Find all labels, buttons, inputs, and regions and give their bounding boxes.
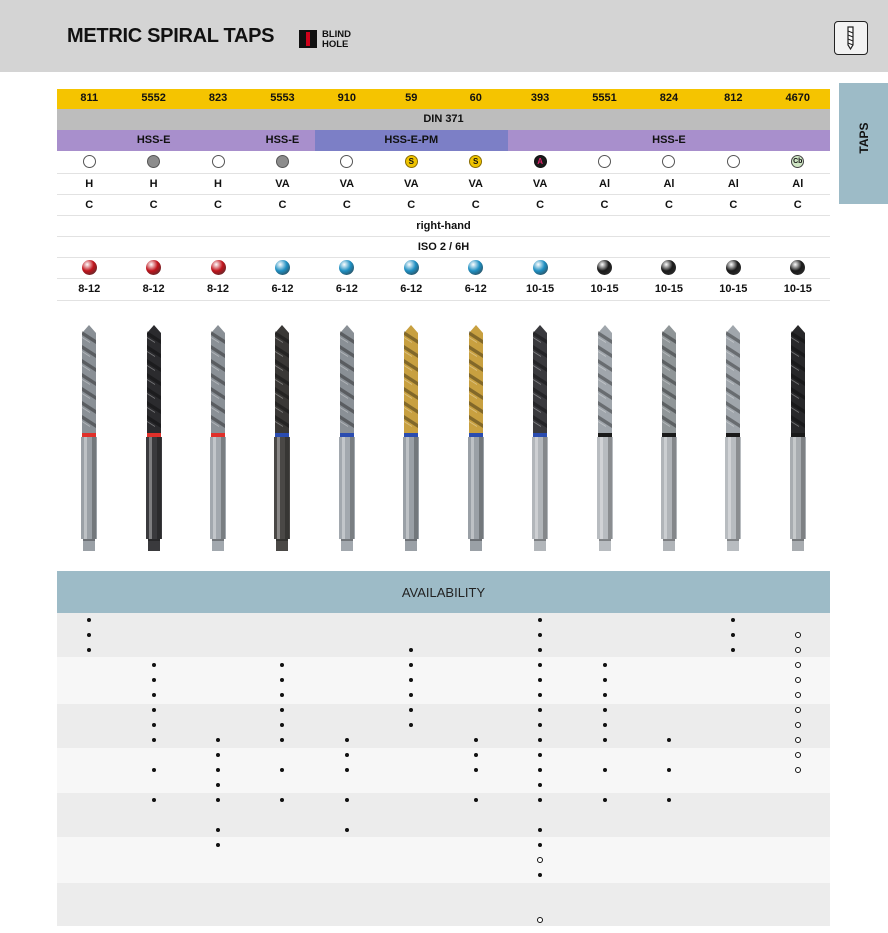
coating-icon (662, 155, 675, 168)
available-dot (474, 768, 478, 772)
availability-title: AVAILABILITY (401, 585, 486, 600)
chamfer-code: C (407, 199, 416, 211)
available-dot (216, 798, 220, 802)
helix-range: 10-15 (719, 283, 748, 295)
chamfer-code: C (793, 199, 802, 211)
available-dot (603, 693, 607, 697)
row-divider (57, 236, 830, 237)
tap-image (141, 325, 167, 551)
chamfer-code: C (85, 199, 94, 211)
application-code: Al (663, 178, 675, 190)
article-number: 5551 (592, 92, 617, 104)
on-request-ring (795, 707, 801, 713)
available-dot (603, 798, 607, 802)
available-dot (345, 768, 349, 772)
chamfer-code: C (278, 199, 287, 211)
colour-ring-ball (661, 260, 676, 275)
tap-icon (834, 21, 868, 55)
available-dot (345, 738, 349, 742)
chamfer-code: C (600, 199, 609, 211)
availability-header (57, 571, 830, 613)
material-label: HSS-E (136, 134, 171, 146)
tap-image (334, 325, 360, 551)
tap-image (269, 325, 295, 551)
row-divider (57, 257, 830, 258)
available-dot (216, 843, 220, 847)
coating-icon: S (405, 155, 418, 168)
tap-image (656, 325, 682, 551)
colour-ring-ball (211, 260, 226, 275)
article-number: 824 (659, 92, 679, 104)
available-dot (152, 798, 156, 802)
chamfer-code: C (471, 199, 480, 211)
helix-range: 10-15 (783, 283, 812, 295)
article-number: 910 (337, 92, 357, 104)
available-dot (667, 798, 671, 802)
helix-range: 6-12 (464, 283, 487, 295)
coating-icon: Cb (791, 155, 804, 168)
available-dot (603, 723, 607, 727)
helix-range: 6-12 (335, 283, 358, 295)
application-code: VA (532, 178, 548, 190)
available-dot (603, 738, 607, 742)
coating-icon (598, 155, 611, 168)
row-divider (57, 278, 830, 279)
helix-range: 6-12 (400, 283, 423, 295)
on-request-ring (795, 647, 801, 653)
article-number: 393 (530, 92, 550, 104)
chamfer-code: C (536, 199, 545, 211)
tap-image (398, 325, 424, 551)
on-request-ring (795, 752, 801, 758)
colour-ring-ball (146, 260, 161, 275)
application-code: VA (468, 178, 483, 190)
helix-range: 8-12 (207, 283, 230, 295)
article-number: 5552 (141, 92, 166, 104)
available-dot (474, 753, 478, 757)
colour-ring-ball (790, 260, 805, 275)
on-request-ring (795, 692, 801, 698)
coating-icon: S (469, 155, 482, 168)
on-request-ring (795, 632, 801, 638)
available-dot (603, 678, 607, 682)
availability-stripe (57, 793, 830, 837)
helix-range: 10-15 (590, 283, 619, 295)
coating-icon (727, 155, 740, 168)
article-number: 812 (724, 92, 743, 104)
chamfer-code: C (342, 199, 351, 211)
application-code: Al (599, 178, 611, 190)
application-code: H (214, 178, 222, 190)
available-dot (345, 753, 349, 757)
tap-image (527, 325, 553, 551)
material-label: HSS-E (652, 134, 686, 146)
colour-ring-ball (726, 260, 741, 275)
available-dot (152, 693, 156, 697)
chamfer-code: C (214, 199, 222, 211)
available-dot (474, 798, 478, 802)
coating-icon: A (534, 155, 547, 168)
tap-image (463, 325, 489, 551)
available-dot (152, 768, 156, 772)
on-request-ring (795, 662, 801, 668)
available-dot (474, 738, 478, 742)
material-label: HSS-E (265, 134, 300, 146)
available-dot (216, 768, 220, 772)
availability-stripe (57, 613, 830, 657)
article-number: 823 (208, 92, 228, 104)
application-code: VA (339, 178, 355, 190)
colour-ring-ball (339, 260, 354, 275)
on-request-ring (795, 767, 801, 773)
helix-range: 6-12 (271, 283, 294, 295)
availability-stripe (57, 748, 830, 793)
application-code: H (85, 178, 94, 190)
availability-stripe (57, 837, 830, 883)
available-dot (216, 828, 220, 832)
available-dot (152, 738, 156, 742)
material-label: HSS-E-PM (384, 134, 439, 146)
page-title: METRIC SPIRAL TAPS (67, 25, 275, 47)
on-request-ring (795, 722, 801, 728)
coating-icon (276, 155, 289, 168)
available-dot (667, 738, 671, 742)
helix-range: 10-15 (526, 283, 555, 295)
available-dot (152, 663, 156, 667)
helix-range: 8-12 (78, 283, 101, 295)
blind-hole-line2: HOLE (322, 38, 349, 50)
helix-range: 8-12 (142, 283, 165, 295)
section-tab-taps[interactable] (839, 83, 888, 204)
direction-label: right-hand (416, 220, 471, 232)
row-divider (57, 194, 830, 195)
tap-image (76, 325, 102, 551)
row-divider (57, 300, 830, 301)
helix-range: 10-15 (654, 283, 684, 295)
available-dot (603, 768, 607, 772)
available-dot (152, 678, 156, 682)
article-number: 60 (469, 92, 482, 104)
blind-hole-icon (299, 30, 317, 48)
application-code: VA (275, 178, 290, 190)
available-dot (345, 828, 349, 832)
colour-ring-ball (533, 260, 548, 275)
colour-ring-ball (275, 260, 290, 275)
available-dot (345, 798, 349, 802)
chamfer-code: C (149, 199, 158, 211)
available-dot (216, 783, 220, 787)
coating-icon (83, 155, 96, 168)
article-number: 5553 (270, 92, 295, 104)
blind-hole-line1: BLIND (322, 29, 352, 40)
chamfer-code: C (664, 199, 673, 211)
available-dot (603, 708, 607, 712)
on-request-ring (795, 737, 801, 743)
availability-stripe (57, 704, 830, 748)
article-number: 4670 (785, 92, 811, 104)
colour-ring-ball (597, 260, 612, 275)
row-divider (57, 173, 830, 174)
tap-image (785, 325, 811, 551)
tap-image (205, 325, 231, 551)
standard-label: DIN 371 (423, 113, 464, 125)
tolerance-class-label: ISO 2 / 6H (417, 241, 470, 253)
row-divider (57, 215, 830, 216)
blind-hole-label (322, 30, 351, 49)
application-code: VA (404, 178, 419, 190)
coating-icon (340, 155, 353, 168)
coating-icon (147, 155, 160, 168)
application-code: Al (792, 178, 804, 190)
coating-icon (212, 155, 225, 168)
available-dot (152, 708, 156, 712)
colour-ring-ball (82, 260, 97, 275)
tap-image (592, 325, 618, 551)
colour-ring-ball (404, 260, 419, 275)
tap-image (720, 325, 746, 551)
availability-stripe (57, 657, 830, 704)
application-code: Al (727, 178, 739, 190)
chamfer-code: C (729, 199, 738, 211)
available-dot (603, 663, 607, 667)
page-header (0, 0, 888, 72)
on-request-ring (795, 677, 801, 683)
section-tab-label: TAPS (857, 122, 871, 154)
available-dot (152, 723, 156, 727)
availability-stripe (57, 883, 830, 926)
available-dot (216, 753, 220, 757)
colour-ring-ball (468, 260, 483, 275)
available-dot (216, 738, 220, 742)
article-number: 59 (405, 92, 418, 104)
application-code: H (149, 178, 158, 190)
available-dot (667, 768, 671, 772)
article-number: 811 (80, 92, 99, 104)
